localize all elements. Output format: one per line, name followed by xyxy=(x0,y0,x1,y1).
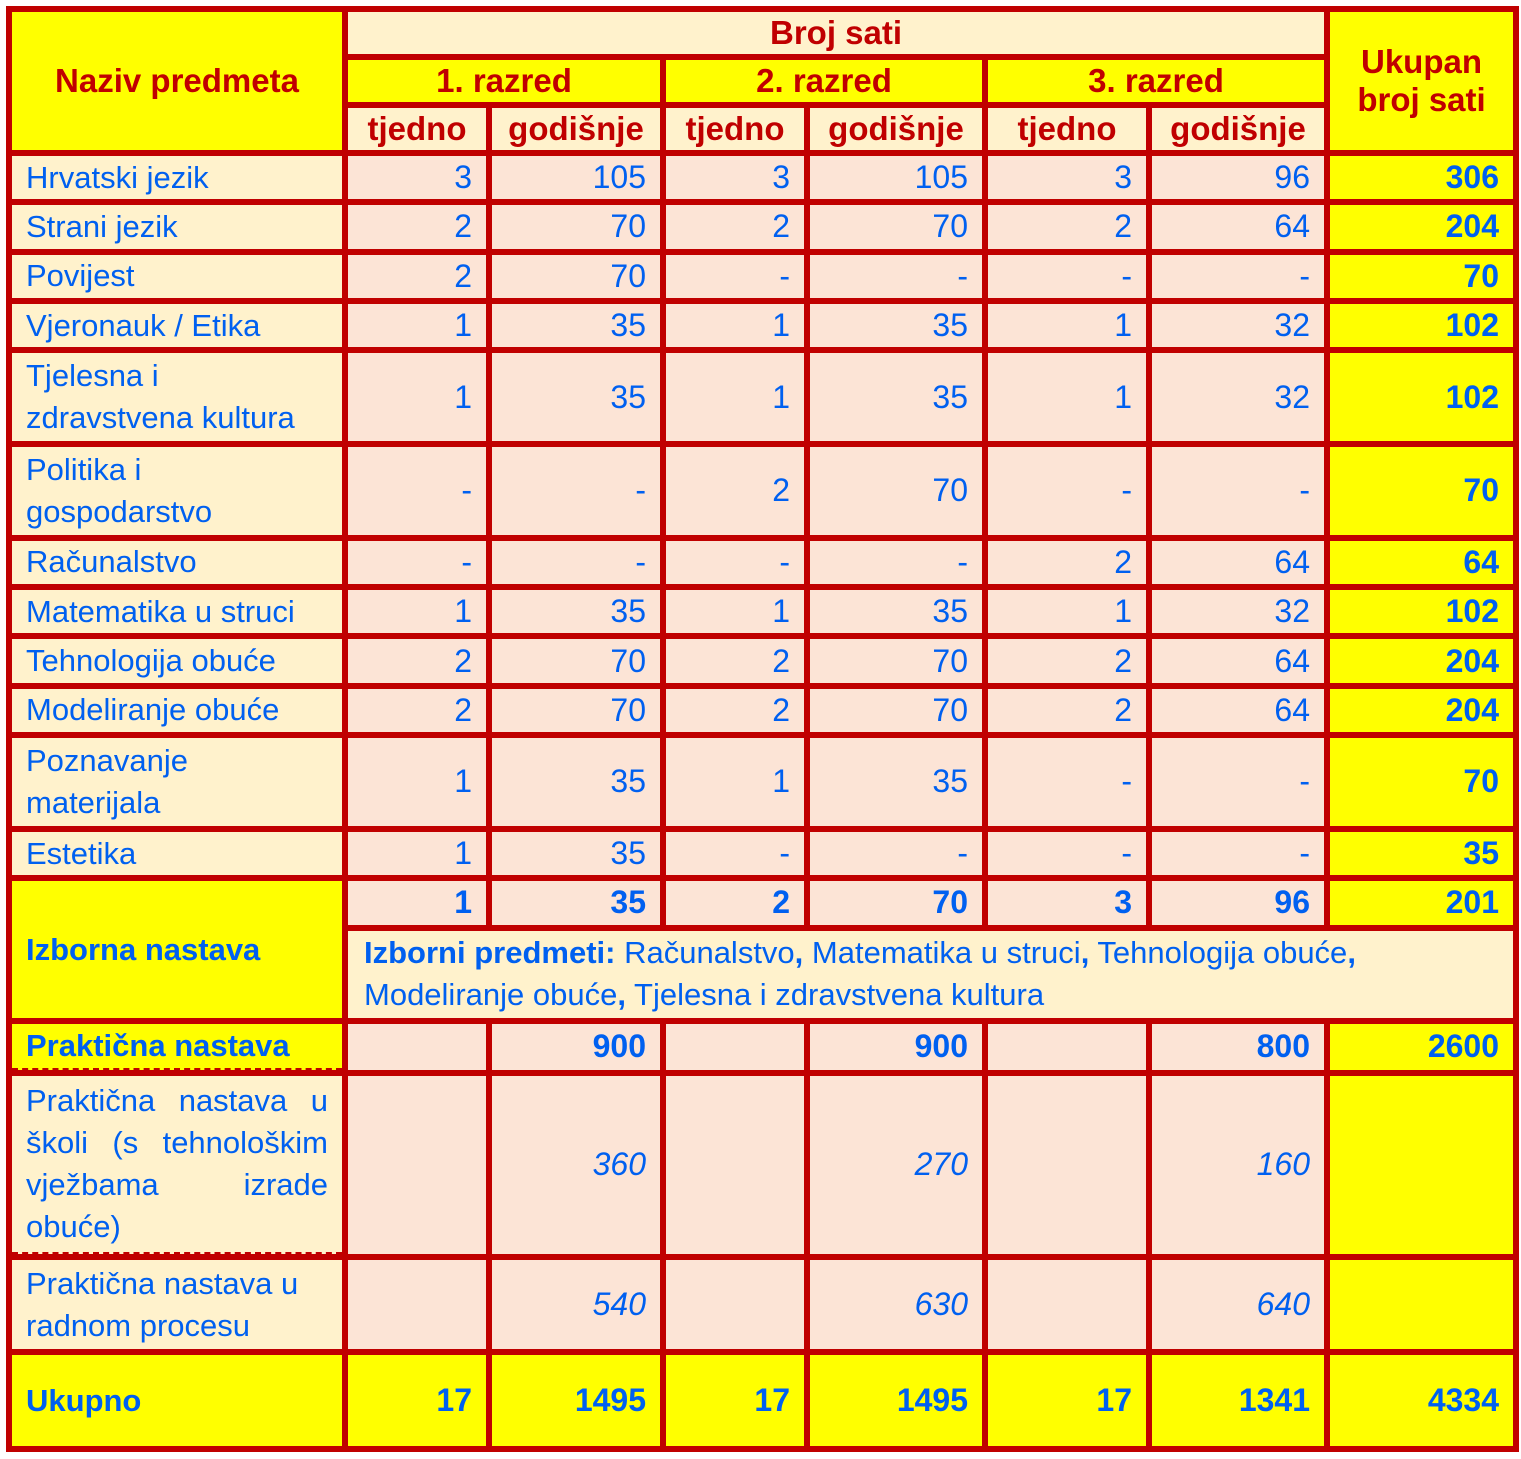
value-cell: - xyxy=(348,541,486,584)
elective-item: Računalstvo xyxy=(624,935,795,971)
total-column-header: Ukupan broj sati xyxy=(1330,12,1513,150)
subject-name: Povijest xyxy=(12,255,342,298)
table-row xyxy=(12,205,1513,248)
table-row xyxy=(12,304,1513,347)
subject-name: Vjeronauk / Etika xyxy=(12,304,342,347)
elective-item: Tehnologija obuće xyxy=(1097,935,1348,971)
value-cell: 900 xyxy=(810,1024,982,1069)
value-cell: 64 xyxy=(1152,541,1324,584)
value-cell: 1 xyxy=(348,304,486,347)
elective-subjects-label: Izborni predmeti: xyxy=(364,935,616,971)
subject-column-header: Naziv predmeta xyxy=(12,12,342,150)
practical-name: Praktična nastava xyxy=(12,1024,342,1069)
value-cell: 2 xyxy=(988,689,1146,732)
table-row xyxy=(12,156,1513,199)
practical-row xyxy=(12,1024,1513,1069)
total-cell: 70 xyxy=(1330,738,1513,826)
elective-row xyxy=(12,881,1513,924)
total-cell xyxy=(1330,1260,1513,1349)
value-cell: - xyxy=(988,447,1146,535)
value-cell: 17 xyxy=(348,1355,486,1446)
yearly-header: godišnje xyxy=(1152,108,1324,150)
value-cell: 35 xyxy=(492,590,660,633)
value-cell: 32 xyxy=(1152,353,1324,441)
table-row xyxy=(12,255,1513,298)
value-cell: - xyxy=(810,832,982,875)
value-cell: 17 xyxy=(988,1355,1146,1446)
value-cell: 270 xyxy=(810,1076,982,1255)
total-cell: 204 xyxy=(1330,205,1513,248)
yearly-header: godišnje xyxy=(492,108,660,150)
value-cell: 70 xyxy=(492,639,660,682)
value-cell: 3 xyxy=(666,156,804,199)
value-cell: 1 xyxy=(666,738,804,826)
value-cell: 35 xyxy=(492,738,660,826)
value-cell: 2 xyxy=(348,689,486,732)
value-cell: - xyxy=(988,255,1146,298)
value-cell: 35 xyxy=(492,304,660,347)
practical-work-name: Praktična nastava u radnom procesu xyxy=(12,1260,342,1349)
value-cell: 1 xyxy=(988,590,1146,633)
practical-school-name: Praktična nastava u školi (s tehnološkim vježbama izrade obuće) xyxy=(12,1076,342,1255)
value-cell: - xyxy=(1152,738,1324,826)
curriculum-table xyxy=(6,6,1519,1452)
value-cell: 640 xyxy=(1152,1260,1324,1349)
value-cell xyxy=(666,1076,804,1255)
elective-subjects: Izborni predmeti: Računalstvo, Matematika u struci, Tehnologija obuće, Modeliranje obuće, Tjelesna i zdravstvena kultura xyxy=(348,931,1513,1019)
total-cell: 204 xyxy=(1330,639,1513,682)
value-cell: 64 xyxy=(1152,639,1324,682)
table-row xyxy=(12,590,1513,633)
value-cell: 3 xyxy=(988,156,1146,199)
value-cell: 64 xyxy=(1152,689,1324,732)
total-cell: 201 xyxy=(1330,881,1513,924)
value-cell: - xyxy=(988,738,1146,826)
value-cell: 96 xyxy=(1152,881,1324,924)
value-cell: 1 xyxy=(348,353,486,441)
value-cell: 1495 xyxy=(810,1355,982,1446)
value-cell: 2 xyxy=(348,255,486,298)
value-cell: 105 xyxy=(810,156,982,199)
table-row xyxy=(12,353,1513,441)
value-cell: 70 xyxy=(810,689,982,732)
value-cell: 800 xyxy=(1152,1024,1324,1069)
value-cell: 2 xyxy=(666,639,804,682)
elective-item: Tjelesna i zdravstvena kultura xyxy=(634,977,1045,1013)
value-cell: 70 xyxy=(492,205,660,248)
value-cell: 1495 xyxy=(492,1355,660,1446)
value-cell: 96 xyxy=(1152,156,1324,199)
value-cell: 2 xyxy=(348,205,486,248)
value-cell: 70 xyxy=(810,205,982,248)
value-cell: 2 xyxy=(348,639,486,682)
value-cell: 2 xyxy=(666,447,804,535)
value-cell xyxy=(988,1024,1146,1069)
value-cell: 64 xyxy=(1152,205,1324,248)
elective-item: Modeliranje obuće xyxy=(364,977,618,1013)
value-cell: 35 xyxy=(810,738,982,826)
subject-name: Poznavanje materijala xyxy=(12,738,342,826)
total-cell: 70 xyxy=(1330,447,1513,535)
elective-item: Matematika u struci xyxy=(811,935,1081,971)
value-cell: 1 xyxy=(666,590,804,633)
value-cell: - xyxy=(810,541,982,584)
total-cell: 64 xyxy=(1330,541,1513,584)
subject-name: Hrvatski jezik xyxy=(12,156,342,199)
total-cell xyxy=(1330,1076,1513,1255)
value-cell: - xyxy=(666,832,804,875)
total-cell: 102 xyxy=(1330,353,1513,441)
value-cell: 35 xyxy=(492,881,660,924)
practical-work-row xyxy=(12,1260,1513,1349)
value-cell: 630 xyxy=(810,1260,982,1349)
weekly-header: tjedno xyxy=(666,108,804,150)
value-cell: 35 xyxy=(810,353,982,441)
table-row xyxy=(12,832,1513,875)
total-cell: 4334 xyxy=(1330,1355,1513,1446)
value-cell: - xyxy=(1152,832,1324,875)
table-row xyxy=(12,541,1513,584)
value-cell: 70 xyxy=(810,881,982,924)
value-cell: - xyxy=(1152,255,1324,298)
value-cell: 70 xyxy=(810,447,982,535)
value-cell: 105 xyxy=(492,156,660,199)
subject-name: Politika i gospodarstvo xyxy=(12,447,342,535)
value-cell: 35 xyxy=(492,832,660,875)
table-row xyxy=(12,689,1513,732)
value-cell: 1 xyxy=(348,881,486,924)
value-cell: 1 xyxy=(348,738,486,826)
total-cell: 306 xyxy=(1330,156,1513,199)
value-cell xyxy=(666,1024,804,1069)
value-cell: 32 xyxy=(1152,590,1324,633)
total-cell: 70 xyxy=(1330,255,1513,298)
value-cell: 1 xyxy=(348,832,486,875)
value-cell: 17 xyxy=(666,1355,804,1446)
hours-header: Broj sati xyxy=(348,12,1324,54)
value-cell xyxy=(348,1024,486,1069)
total-cell: 204 xyxy=(1330,689,1513,732)
subject-name: Tjelesna i zdravstvena kultura xyxy=(12,353,342,441)
value-cell: 2 xyxy=(988,541,1146,584)
total-cell: 102 xyxy=(1330,590,1513,633)
value-cell: 360 xyxy=(492,1076,660,1255)
weekly-header: tjedno xyxy=(348,108,486,150)
elective-name: Izborna nastava xyxy=(12,881,342,1018)
value-cell: 1 xyxy=(348,590,486,633)
value-cell: - xyxy=(988,832,1146,875)
total-cell: 2600 xyxy=(1330,1024,1513,1069)
value-cell: 540 xyxy=(492,1260,660,1349)
table-row xyxy=(12,447,1513,535)
table-row xyxy=(12,639,1513,682)
value-cell: - xyxy=(666,255,804,298)
value-cell: 1 xyxy=(988,353,1146,441)
value-cell: 2 xyxy=(988,205,1146,248)
value-cell: - xyxy=(666,541,804,584)
value-cell xyxy=(348,1076,486,1255)
subject-name: Računalstvo xyxy=(12,541,342,584)
value-cell xyxy=(988,1076,1146,1255)
value-cell: 2 xyxy=(988,639,1146,682)
value-cell: - xyxy=(1152,447,1324,535)
value-cell: 3 xyxy=(348,156,486,199)
value-cell: 1341 xyxy=(1152,1355,1324,1446)
value-cell: 70 xyxy=(810,639,982,682)
grade-1-header: 1. razred xyxy=(348,60,660,101)
value-cell: - xyxy=(492,447,660,535)
value-cell xyxy=(666,1260,804,1349)
practical-school-row xyxy=(12,1076,1513,1255)
total-cell: 35 xyxy=(1330,832,1513,875)
weekly-header: tjedno xyxy=(988,108,1146,150)
value-cell xyxy=(348,1260,486,1349)
value-cell: 1 xyxy=(988,304,1146,347)
subject-name: Tehnologija obuće xyxy=(12,639,342,682)
value-cell: 2 xyxy=(666,881,804,924)
value-cell: - xyxy=(492,541,660,584)
value-cell: - xyxy=(810,255,982,298)
value-cell: 35 xyxy=(810,304,982,347)
value-cell: 2 xyxy=(666,689,804,732)
grade-3-header: 3. razred xyxy=(988,60,1324,101)
value-cell: 160 xyxy=(1152,1076,1324,1255)
subject-name: Matematika u struci xyxy=(12,590,342,633)
subject-name: Strani jezik xyxy=(12,205,342,248)
value-cell: 35 xyxy=(492,353,660,441)
value-cell: 1 xyxy=(666,304,804,347)
value-cell: 35 xyxy=(810,590,982,633)
value-cell: 70 xyxy=(492,255,660,298)
value-cell: 3 xyxy=(988,881,1146,924)
value-cell: 70 xyxy=(492,689,660,732)
table-row xyxy=(12,738,1513,826)
value-cell: - xyxy=(348,447,486,535)
subject-name: Modeliranje obuće xyxy=(12,689,342,732)
subject-name: Estetika xyxy=(12,832,342,875)
summary-name: Ukupno xyxy=(12,1355,342,1446)
yearly-header: godišnje xyxy=(810,108,982,150)
grade-2-header: 2. razred xyxy=(666,60,982,101)
value-cell: 32 xyxy=(1152,304,1324,347)
value-cell xyxy=(988,1260,1146,1349)
value-cell: 1 xyxy=(666,353,804,441)
summary-row xyxy=(12,1355,1513,1446)
total-cell: 102 xyxy=(1330,304,1513,347)
value-cell: 2 xyxy=(666,205,804,248)
value-cell: 900 xyxy=(492,1024,660,1069)
